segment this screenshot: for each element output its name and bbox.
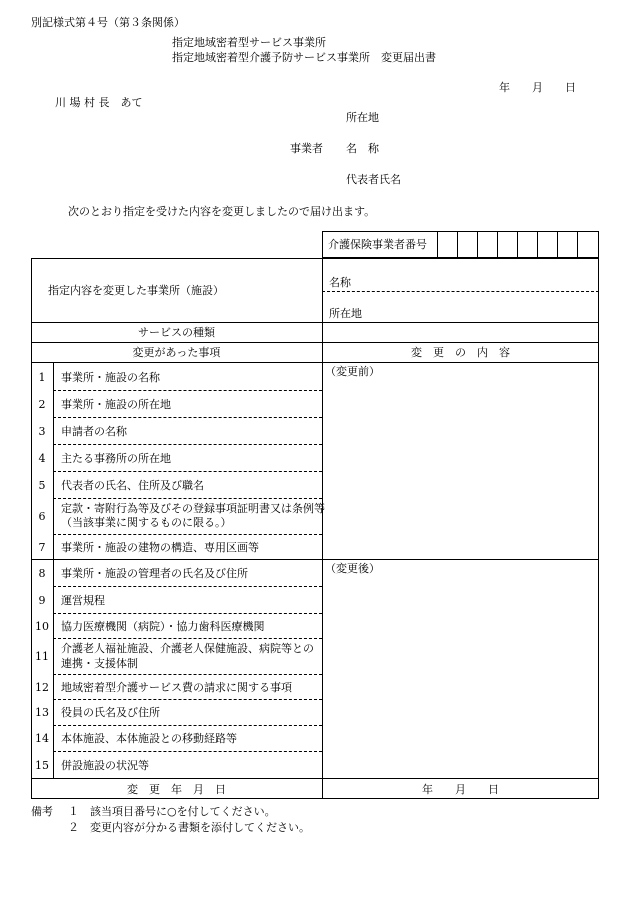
item-text: 事業所・施設の所在地 (61, 398, 171, 411)
item-divider (53, 674, 322, 675)
item-divider (53, 586, 322, 587)
after-label: （変更後） (325, 562, 380, 575)
item-text: 主たる事務所の所在地 (61, 452, 171, 465)
insurer-digit-divider (517, 231, 518, 258)
item-text-line2: 連携・支援体制 (61, 657, 138, 670)
operator-name-label: 名 称 (346, 142, 379, 155)
insurer-digit-divider (577, 231, 578, 258)
change-date-label: 変 更 年 月 日 (127, 783, 226, 796)
item-number: 9 (38, 594, 46, 607)
row-divider (31, 322, 599, 323)
insurer-digit-divider (497, 231, 498, 258)
item-number: 15 (35, 759, 49, 772)
insurer-digit-divider (437, 231, 438, 258)
item-text: 併設施設の状況等 (61, 759, 149, 772)
facility-dashed-divider (322, 291, 599, 292)
item-divider (53, 390, 322, 391)
row-divider (31, 362, 599, 363)
form-title-line2: 指定地域密着型介護予防サービス事業所 変更届出書 (172, 51, 436, 64)
item-divider (53, 725, 322, 726)
insurer-digit-divider (457, 231, 458, 258)
insurer-number-label: 介護保険事業者番号 (328, 238, 427, 251)
note-1: １ 該当項目番号に○を付してください。 (68, 805, 276, 818)
insurer-digit-divider (537, 231, 538, 258)
item-number: 14 (35, 732, 49, 745)
service-type-label: サービスの種類 (138, 326, 215, 339)
item-divider (53, 638, 322, 639)
item-number: 2 (38, 398, 46, 411)
item-number: 1 (38, 371, 46, 384)
item-text: 事業所・施設の建物の構造、専用区画等 (61, 541, 259, 554)
item-text: 申請者の名称 (61, 425, 127, 438)
item-number: 11 (35, 650, 49, 663)
form-title-line1: 指定地域密着型サービス事業所 (172, 36, 326, 49)
item-number: 12 (35, 681, 49, 694)
item-text-line2: （当該事業に関するものに限る。） (61, 516, 232, 529)
item-divider (53, 471, 322, 472)
submission-date: 年 月 日 (499, 81, 576, 94)
form-label: 別記様式第４号（第３条関係） (31, 16, 185, 29)
item-number: 4 (38, 452, 46, 465)
item-number: 10 (35, 620, 49, 633)
before-label: （変更前） (325, 365, 380, 378)
item-divider (31, 559, 322, 560)
facility-address-label: 所在地 (329, 307, 362, 320)
item-divider (53, 699, 322, 700)
item-text: 協力医療機関（病院）・協力歯科医療機関 (61, 620, 265, 633)
item-number: 3 (38, 425, 46, 438)
item-number: 8 (38, 567, 46, 580)
item-number: 5 (38, 479, 46, 492)
item-divider (53, 417, 322, 418)
insurer-digit-divider (557, 231, 558, 258)
item-divider (53, 498, 322, 499)
item-divider (53, 751, 322, 752)
change-date-value: 年 月 日 (422, 783, 499, 796)
before-after-divider (322, 559, 599, 560)
item-text: 役員の氏名及び住所 (61, 706, 160, 719)
item-text: 事業所・施設の管理者の氏名及び住所 (61, 567, 248, 580)
item-text: 運営規程 (61, 594, 105, 607)
facility-name-label: 名称 (329, 276, 351, 289)
item-divider (53, 444, 322, 445)
item-number: 6 (38, 510, 46, 523)
item-divider (53, 613, 322, 614)
table-center-divider (322, 258, 323, 799)
insurer-digit-divider (477, 231, 478, 258)
notes-label: 備考 (31, 805, 53, 818)
item-text: 代表者の氏名、住所及び職名 (61, 479, 204, 492)
note-2: ２ 変更内容が分かる書類を添付してください。 (68, 821, 310, 834)
item-number: 13 (35, 706, 49, 719)
operator-label: 事業者 (290, 142, 323, 155)
representative-label: 代表者氏名 (346, 173, 401, 186)
addressee: 川 場 村 長 あて (55, 96, 143, 109)
number-column-divider (53, 362, 54, 778)
change-content-header: 変 更 の 内 容 (411, 346, 510, 359)
address-label: 所在地 (346, 111, 379, 124)
item-text: 事業所・施設の名称 (61, 371, 160, 384)
item-number: 7 (38, 541, 46, 554)
row-divider (31, 342, 599, 343)
item-text: 地域密着型介護サービス費の請求に関する事項 (61, 681, 292, 694)
row-divider (31, 778, 599, 779)
item-divider (53, 534, 322, 535)
item-text: 本体施設、本体施設との移動経路等 (61, 732, 237, 745)
item-text: 介護老人福祉施設、介護老人保健施設、病院等との (61, 642, 314, 655)
statement: 次のとおり指定を受けた内容を変更しましたので届け出ます。 (68, 205, 376, 218)
changed-items-header: 変更があった事項 (132, 346, 221, 359)
facility-label: 指定内容を変更した事業所（施設） (48, 284, 224, 297)
item-text: 定款・寄附行為等及びその登録事項証明書又は条例等 (61, 502, 325, 515)
